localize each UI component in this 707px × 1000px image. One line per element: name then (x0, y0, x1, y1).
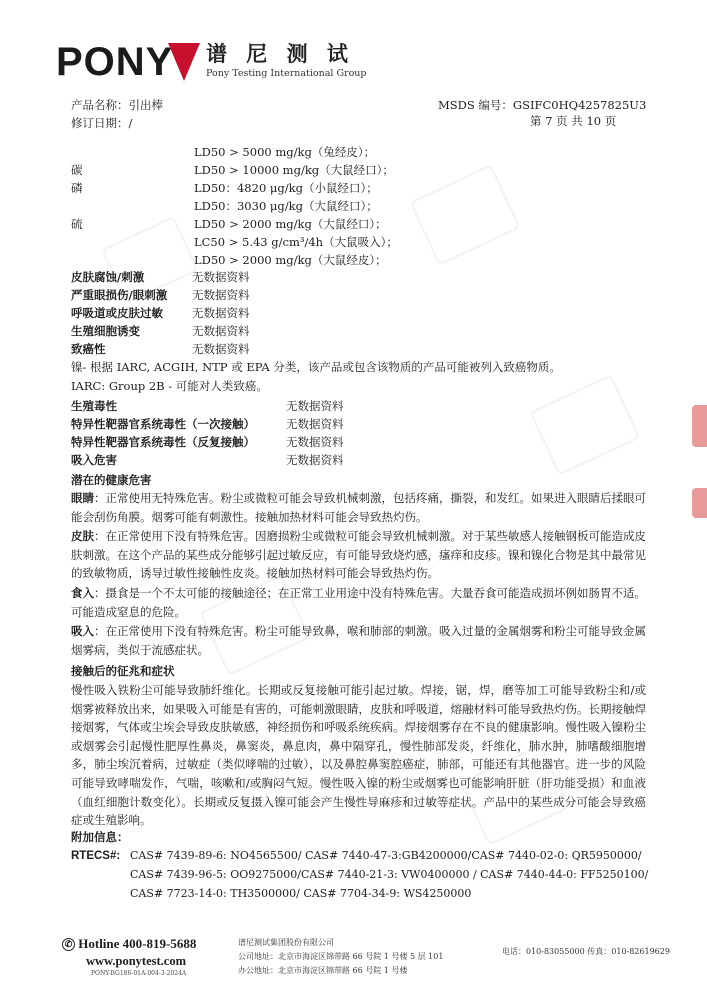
tox-row (71, 161, 631, 179)
hazard-label: 皮肤腐蚀/刺激 (71, 270, 145, 284)
hazard-row (71, 340, 631, 358)
inhalation-label: 吸入 (71, 624, 94, 638)
eye-label: 眼睛 (71, 491, 94, 505)
tox-row (71, 251, 631, 269)
symptoms-heading: 接触后的征兆和症状 (71, 664, 175, 678)
hazard-label: 致癌性 (71, 342, 106, 356)
iarc-note: IARC: Group 2B - 可能对人类致癌。 (71, 379, 268, 393)
skin-label: 皮肤 (71, 529, 94, 543)
skin-paragraph (71, 527, 646, 583)
page-indicator: 第 7 页 共 10 页 (530, 114, 617, 128)
hazard-label: 吸入危害 (71, 453, 117, 467)
hazard-value: 无数据资料 (192, 288, 250, 302)
health-hazard-heading: 潜在的健康危害 (71, 473, 152, 487)
rtecs-label: RTECS#: (71, 850, 121, 862)
tox-row (71, 143, 631, 161)
hazard-label: 呼吸道或皮肤过敏 (71, 306, 163, 320)
hotline-text: Hotline 400-819-5688 (78, 936, 197, 951)
hazard-value: 无数据资料 (192, 342, 250, 356)
hazard-row (71, 451, 631, 469)
phone-icon: ✆ (62, 938, 75, 951)
logo-triangle-icon (168, 43, 200, 81)
hazard-label: 严重眼损伤/眼刺激 (71, 288, 168, 302)
hotline (62, 936, 196, 952)
company-address: 公司地址：北京市海淀区锦带路 66 号院 1 号楼 5 层 101 (238, 952, 444, 961)
hazard-list-a (71, 268, 631, 358)
hazard-value: 无数据资料 (192, 270, 250, 284)
toxicity-table (71, 143, 631, 269)
tox-row (71, 197, 631, 215)
hazard-list-b (71, 397, 631, 469)
hazard-row (71, 433, 631, 451)
hazard-row (71, 397, 631, 415)
hazard-row (71, 304, 631, 322)
company-name-en: Pony Testing International Group (206, 68, 367, 79)
revision-date: 修订日期：/ (71, 116, 133, 130)
tox-value: LD50：4820 μg/kg（小鼠经口）； (194, 181, 378, 195)
tox-row (71, 233, 631, 251)
hazard-value: 无数据资料 (192, 324, 250, 338)
inhalation-paragraph (71, 622, 646, 659)
hazard-label: 特异性靶器官系统毒性（反复接触） (71, 435, 255, 449)
tox-row (71, 215, 631, 233)
msds-number: MSDS 编号：GSIFC0HQ4257825U3 (438, 98, 647, 112)
tox-substance: 磷 (71, 181, 83, 195)
seal-fragment (692, 405, 707, 447)
document-code: PONY-BG186-01A-004-3-2024A (91, 970, 187, 977)
hazard-label: 特异性靶器官系统毒性（一次接触） (71, 417, 255, 431)
hazard-label: 生殖细胞诱变 (71, 324, 140, 338)
tox-value: LD50 > 5000 mg/kg（兔经皮）； (194, 145, 376, 159)
additional-info-heading: 附加信息： (71, 830, 129, 844)
hazard-value: 无数据资料 (286, 399, 344, 413)
skin-text: ：在正常使用下没有特殊危害。因磨损粉尘或微粒可能会导致机械刺激。对于某些敏感人接触钢板可能造成皮肤刺激。在这个产品的某些成分能够引起过敏反应，有可能导致烧灼感，瘙痒和皮疹。镍和镍化合物是其中最常见的致敏物质，诱导过敏性接触性皮炎。接触加热材料可能会导致热灼伤。 (71, 529, 646, 581)
hazard-label: 生殖毒性 (71, 399, 117, 413)
rtecs-line: CAS# 7723-14-0: TH3500000/ CAS# 7704-34-9: WS4250000 (130, 887, 472, 900)
hazard-row (71, 322, 631, 340)
ingestion-paragraph (71, 584, 646, 621)
tox-value: LD50 > 2000 mg/kg（大鼠经口）； (194, 217, 387, 231)
logo-text: PONY (56, 40, 174, 84)
rtecs-line: CAS# 7439-89-6: NO4565500/ CAS# 7440-47-3:GB4200000/CAS# 7440-02-0: QR5950000/ (130, 849, 642, 862)
ingestion-label: 食入 (71, 586, 94, 600)
ingestion-text: ：摄食是一个不太可能的接触途径；在正常工业用途中没有特殊危害。大量吞食可能造成损坏例如肠胃不适。可能造成窒息的危险。 (71, 586, 646, 619)
hazard-value: 无数据资料 (192, 306, 250, 320)
eye-paragraph (71, 489, 646, 526)
tox-substance: 硫 (71, 217, 83, 231)
tox-value: LC50 > 5.43 g/cm³/4h（大鼠吸入）； (194, 235, 398, 249)
company-name-cn: 谱 尼 测 试 (206, 42, 354, 66)
website[interactable]: www.ponytest.com (86, 954, 186, 968)
hazard-value: 无数据资料 (286, 453, 344, 467)
logo-wordmark (56, 40, 173, 84)
hazard-row (71, 268, 631, 286)
hazard-row (71, 415, 631, 433)
hazard-value: 无数据资料 (286, 435, 344, 449)
tox-value: LD50 > 2000 mg/kg（大鼠经皮）； (194, 253, 387, 267)
symptoms-paragraph: 慢性吸入铁粉尘可能导致肺纤维化。长期或反复接触可能引起过敏。焊接，锯，焊，磨等加工可能导致粉尘和/或烟雾被释放出来，如果吸入可能是有害的，可能刺激眼睛，皮肤和呼吸道，熔融材料可能导致热灼伤。长期接触焊接烟雾，气体或尘埃会导致皮肤敏感，神经损伤和呼吸系统疾病。焊接烟雾存在不良的健康影响。慢性吸入镍粉尘或烟雾会引起慢性肥厚性鼻炎，鼻窦炎，鼻息肉，鼻中隔穿孔，慢性肺部发炎，纤维化，肺水肿，肺嗜酸细胞增多，肺尘埃沉着病，过敏症（类似哮喘的过敏），以及鼻腔鼻窦腔癌症，肺部，可能还有其他器官。进一步的风险可能导致哮喘发作，气喘，咳嗽和/或胸闷气短。慢性吸入镍的粉尘或烟雾也可能影响肝脏（肝功能受损）和血液（血红细胞计数变化）。长期或反复摄入镍可能会产生慢性导麻疹和过敏等症状。产品中的某些成分可能会导致癌症或生殖影响。 (71, 683, 646, 828)
tox-substance: 碳 (71, 163, 83, 177)
inhalation-text: ：在正常使用下没有特殊危害。粉尘可能导致鼻，喉和肺部的刺激。吸入过量的金属烟雾和粉尘可能导致金属烟雾病，类似于流感症状。 (71, 624, 646, 657)
tox-row (71, 179, 631, 197)
product-name: 产品名称：引出棒 (71, 98, 163, 112)
phone-fax: 电话：010-83055000 传真：010-82619629 (502, 947, 670, 956)
hazard-value: 无数据资料 (286, 417, 344, 431)
rtecs-line: CAS# 7439-96-5: OO9275000/CAS# 7440-21-3: VW0400000 / CAS# 7440-44-0: FF5250100/ (130, 868, 649, 881)
seal-fragment (692, 488, 707, 518)
carcinogen-note: 镍- 根据 IARC, ACGIH, NTP 或 EPA 分类，该产品或包含该物质的产品可能被列入致癌物质。 (71, 360, 561, 374)
hazard-row (71, 286, 631, 304)
office-address: 办公地址：北京市海淀区锦带路 66 号院 1 号楼 (238, 966, 408, 975)
group-name: 谱尼测试集团股份有限公司 (238, 938, 334, 947)
tox-value: LD50 > 10000 mg/kg（大鼠经口）； (194, 163, 394, 177)
tox-value: LD50：3030 μg/kg（大鼠经口）； (194, 199, 378, 213)
eye-text: ：正常使用无特殊危害。粉尘或微粒可能会导致机械刺激，包括疼痛，撕裂，和发红。如果进入眼睛后揉眼可能会刮伤角膜。烟雾可能有刺激性。接触加热材料可能会导致热灼伤。 (71, 491, 646, 524)
